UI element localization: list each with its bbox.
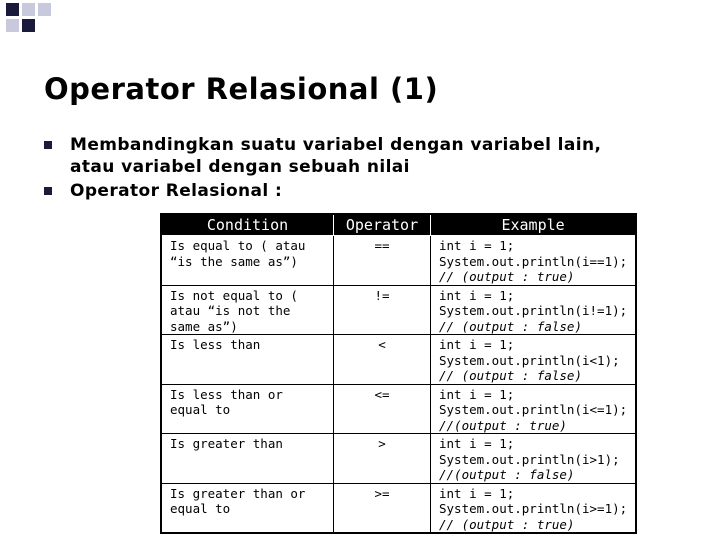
deco-square (22, 3, 35, 16)
bullet-list (44, 134, 684, 204)
condition-cell: Is less than (161, 335, 334, 385)
column-header-condition: Condition (161, 214, 334, 236)
example-code-line: System.out.println(i>1); (439, 451, 620, 467)
condition-cell: Is equal to ( atau “is the same as”) (161, 236, 334, 286)
example-code-line: int i = 1; (439, 436, 515, 451)
example-cell (431, 384, 637, 434)
operator-table (160, 213, 637, 534)
example-comment: // (output : false) (439, 368, 582, 383)
example-code-line: int i = 1; (439, 287, 515, 303)
example-code-line: int i = 1; (439, 485, 515, 501)
table-row (161, 434, 636, 484)
bullet-item (44, 180, 684, 202)
condition-cell: Is greater than (161, 434, 334, 484)
example-code-line: int i = 1; (439, 238, 515, 253)
example-cell (431, 483, 637, 533)
operator-cell: < (334, 335, 431, 385)
bullet-text-line: atau variabel dengan sebuah nilai (70, 157, 410, 177)
square-bullet-icon (44, 141, 52, 149)
table-header-row (161, 214, 636, 236)
example-code-line: System.out.println(i<=1); (439, 402, 628, 417)
example-cell (431, 285, 637, 335)
operator-cell: >= (334, 483, 431, 533)
bullet-item (44, 134, 684, 178)
example-code-line: System.out.println(i<1); (439, 352, 620, 368)
deco-square (22, 19, 35, 32)
condition-cell: Is greater than or equal to (161, 483, 334, 533)
example-code-line: int i = 1; (439, 337, 515, 352)
bullet-text-line: Operator Relasional : (70, 181, 283, 201)
example-code-line: int i = 1; (439, 386, 515, 402)
deco-square (6, 3, 19, 16)
example-cell (431, 434, 637, 484)
operator-table-wrapper (160, 213, 637, 534)
operator-cell: > (334, 434, 431, 484)
corner-decoration (0, 0, 70, 40)
table-row (161, 384, 636, 434)
example-comment: // (output : true) (439, 269, 575, 284)
example-comment: // (output : false) (439, 318, 582, 334)
example-code-line: System.out.println(i!=1); (439, 303, 628, 318)
table-row (161, 285, 636, 335)
operator-cell: != (334, 285, 431, 335)
table-row (161, 483, 636, 533)
example-code-line: System.out.println(i==1); (439, 253, 628, 269)
table-row (161, 335, 636, 385)
table-row (161, 236, 636, 286)
page-title: Operator Relasional (1) (44, 72, 439, 106)
example-code-line: System.out.println(i>=1); (439, 501, 628, 516)
condition-cell: Is not equal to ( atau “is not the same as”) (161, 285, 334, 335)
square-bullet-icon (44, 187, 52, 195)
example-comment: // (output : true) (439, 516, 575, 532)
example-comment: //(output : false) (439, 467, 575, 482)
bullet-text-line: Membandingkan suatu variabel dengan variabel lain, (70, 135, 602, 155)
operator-cell: == (334, 236, 431, 286)
example-cell (431, 236, 637, 286)
operator-cell: <= (334, 384, 431, 434)
condition-cell: Is less than or equal to (161, 384, 334, 434)
deco-square (38, 3, 51, 16)
example-cell (431, 335, 637, 385)
deco-square (6, 19, 19, 32)
column-header-operator: Operator (334, 214, 431, 236)
column-header-example: Example (431, 214, 637, 236)
example-comment: //(output : true) (439, 417, 567, 433)
